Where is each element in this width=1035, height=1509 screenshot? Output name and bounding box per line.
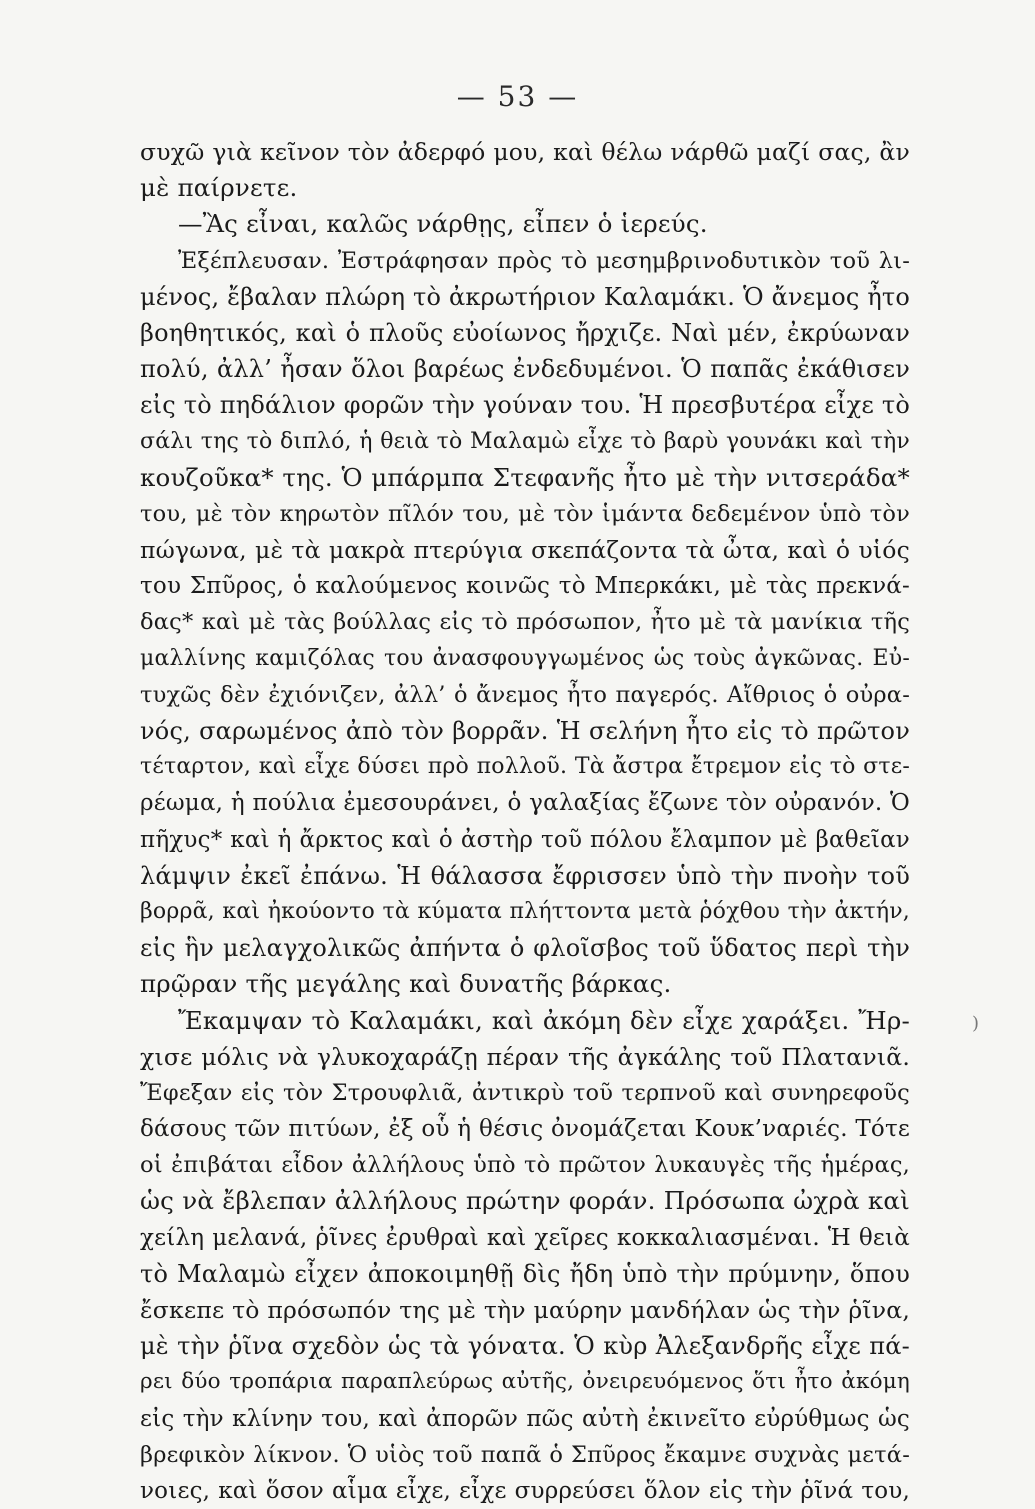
text-line: τὸ Μαλαμὼ εἶχεν ἀποκοιμηθῇ δὶς ἤδη ὑπὸ τὴν πρύμνην, ὅπου [140,1259,910,1288]
text-line: πῆχυς* καὶ ἡ ἄρκτος καὶ ὁ ἀστὴρ τοῦ πόλου ἔλαμπον μὲ βαθεῖαν [140,826,910,853]
text-line: —Ἂς εἶναι, καλῶς νάρθῃς, εἶπεν ὁ ἱερεύς. [178,209,708,239]
text-line: εἰς τὸ πηδάλιον φορῶν τὴν γούναν του. Ἡ πρεσβυτέρα εἶχε τὸ [140,391,910,420]
text-line: λάμψιν ἐκεῖ ἐπάνω. Ἡ θάλασσα ἔφρισσεν ὑπὸ τὴν πνοὴν τοῦ [140,861,910,890]
text-line: συχῶ γιὰ κεῖνον τὸν ἀδερφό μου, καὶ θέλω νάρθῶ μαζί σας, ἂν [140,138,910,166]
text-line: δας* καὶ μὲ τὰς βούλλας εἰς τὸ πρόσωπον, ἦτο μὲ τὰ μανίκια τῆς [140,609,910,636]
text-line: οἱ ἐπιβάται εἶδον ἀλλήλους ὑπὸ τὸ πρῶτον λυκαυγὲς τῆς ἡμέρας, [140,1152,910,1179]
text-line: κουζοῦκα* της. Ὁ μπάρμπα Στεφανῆς ἦτο μὲ τὴν νιτσεράδα* [140,462,910,492]
text-line: ὡς νὰ ἔβλεπαν ἀλλήλους πρώτην φοράν. Πρόσωπα ὠχρὰ καὶ [140,1186,910,1216]
text-line: τέταρτον, καὶ εἶχε δύσει πρὸ πολλοῦ. Τὰ ἄστρα ἔτρεμον εἰς τὸ στε- [140,754,910,780]
text-line: πολύ, ἀλλ’ ἦσαν ὅλοι βαρέως ἐνδεδυμένοι. Ὁ παπᾶς ἐκάθισεν [140,355,910,384]
text-line: ρέωμα, ἡ πούλια ἐμεσουράνει, ὁ γαλαξίας ἔζωνε τὸν οὐρανόν. Ὁ [140,790,910,817]
text-line: Ἔφεξαν εἰς τὸν Στρουφλιᾶ, ἀντικρὺ τοῦ τερπνοῦ καὶ συνηρεφοῦς [140,1079,910,1106]
text-line: δάσους τῶν πιτύων, ἐξ οὗ ἡ θέσις ὀνομάζεται Κουκ’ναριές. Τότε [140,1116,910,1143]
text-line: εἰς ἣν μελαγχολικῶς ἀπήντα ὁ φλοῖσβος τοῦ ὕδατος περὶ τὴν [140,934,910,963]
text-line: νοιες, καὶ ὅσον αἷμα εἶχε, εἶχε συρρεύσει ὅλον εἰς τὴν ῥῖνά του, [140,1477,910,1504]
text-line: πώγωνα, μὲ τὰ μακρὰ πτερύγια σκεπάζοντα τὰ ὦτα, καὶ ὁ υἱός [140,536,910,565]
text-line: μένος, ἔβαλαν πλώρη τὸ ἀκρωτήριον Καλαμάκι. Ὁ ἄνεμος ἦτο [140,282,911,311]
text-line: σάλι της τὸ διπλό, ἡ θειὰ τὸ Μαλαμὼ εἶχε τὸ βαρὺ γουνάκι καὶ τὴν [140,428,910,454]
text-line: Ἔκαμψαν τὸ Καλαμάκι, καὶ ἀκόμη δὲν εἶχε χαράξει. Ἤρ- [178,1005,910,1035]
text-line: βορρᾶ, καὶ ἠκούοντο τὰ κύματα πλήττοντα μετὰ ῥόχθου τὴν ἀκτήν, [140,898,910,924]
margin-mark: ) [972,1013,980,1034]
page-number: — 53 — [456,80,579,113]
text-line: βρεφικὸν λίκνον. Ὁ υἱὸς τοῦ παπᾶ ὁ Σπῦρος ἔκαμνε συχνὰς μετά- [140,1441,910,1468]
text-line: του Σπῦρος, ὁ καλούμενος κοινῶς τὸ Μπερκάκι, μὲ τὰς πρεκνά- [140,573,910,600]
text-line: μὲ παίρνετε. [140,173,298,203]
text-line: εἰς τὴν κλίνην του, καὶ ἀπορῶν πῶς αὐτὴ ἐκινεῖτο εὐρύθμως ὡς [140,1405,910,1432]
text-line: νός, σαρωμένος ἀπὸ τὸν βορρᾶν. Ἡ σελήνη ἦτο εἰς τὸ πρῶτον [140,717,910,745]
text-line: ρει δύο τροπάρια παραπλεύρως αὐτῆς, ὀνειρευόμενος ὅτι ἦτο ἀκόμη [140,1369,910,1395]
text-line: χείλη μελανά, ῥῖνες ἐρυθραὶ καὶ χεῖρες κοκκαλιασμέναι. Ἡ θειὰ [140,1224,910,1251]
text-line: πρῷραν τῆς μεγάλης καὶ δυνατῆς βάρκας. [140,969,672,999]
text-line: μὲ τὴν ῥῖνα σχεδὸν ὡς τὰ γόνατα. Ὁ κὺρ Ἀλεξανδρῆς εἶχε πά- [140,1332,910,1361]
text-line: ἔσκεπε τὸ πρόσωπόν της μὲ τὴν μαύρην μανδήλαν ὡς τὴν ῥῖνα, [140,1296,910,1324]
text-line: μαλλίνης καμιζόλας του ἀνασφουγγωμένος ὡς τοὺς ἀγκῶνας. Εὐ- [140,645,910,671]
text-line: χισε μόλις νὰ γλυκοχαράζῃ πέραν τῆς ἀγκάλης τοῦ Πλατανιᾶ. [140,1042,910,1071]
text-line: του, μὲ τὸν κηρωτὸν πῖλόν του, μὲ τὸν ἱμάντα δεδεμένον ὑπὸ τὸν [140,500,910,527]
text-line: τυχῶς δὲν ἐχιόνιζεν, ἀλλ’ ὁ ἄνεμος ἦτο παγερός. Αἴθριος ὁ οὐρα- [140,681,910,708]
text-line: βοηθητικός, καὶ ὁ πλοῦς εὐοίωνος ἤρχιζε. Ναὶ μέν, ἐκρύωναν [140,318,910,347]
text-line: Ἐξέπλευσαν. Ἐστράφησαν πρὸς τὸ μεσημβρινοδυτικὸν τοῦ λι- [178,247,910,274]
body-text [140,134,910,1509]
